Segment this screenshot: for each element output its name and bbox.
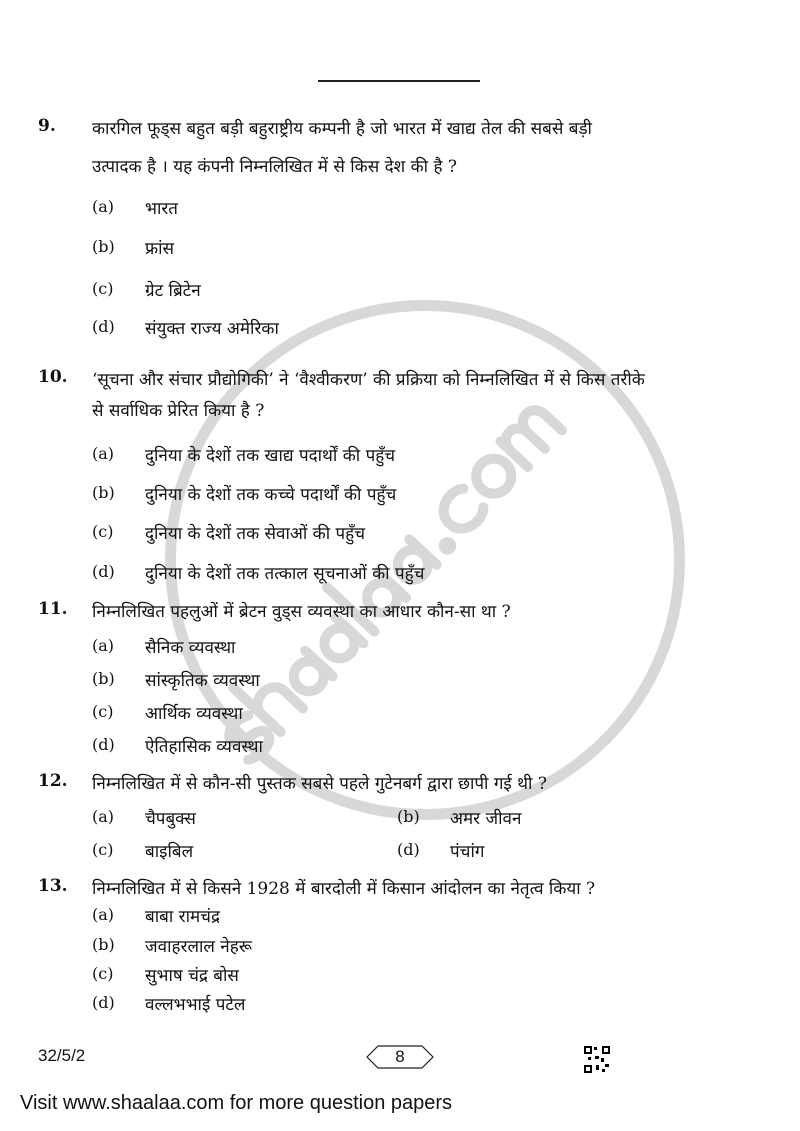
- question-text: उत्पादक है । यह कंपनी निम्नलिखित में से किस देश की है ?: [92, 157, 458, 177]
- option-text: आर्थिक व्यवस्था: [145, 704, 243, 724]
- option-text: सुभाष चंद्र बोस: [145, 966, 239, 986]
- option-text: संयुक्त राज्य अमेरिका: [145, 319, 279, 339]
- option-text: चैपबुक्स: [145, 809, 196, 829]
- option-text: सांस्कृतिक व्यवस्था: [145, 671, 260, 691]
- question-text: निम्नलिखित में से किसने 1928 में बारदोली में किसान आंदोलन का नेतृत्व किया ?: [92, 879, 596, 899]
- option-text: ग्रेट ब्रिटेन: [145, 281, 201, 301]
- option-label: (d): [92, 993, 115, 1012]
- option-label: (c): [92, 964, 114, 983]
- question-number: 9.: [38, 116, 56, 136]
- option-text: भारत: [145, 199, 178, 219]
- option-label: (b): [92, 669, 115, 688]
- option-label: (b): [92, 935, 115, 954]
- qr-code-icon: [584, 1046, 610, 1073]
- question-number: 11.: [38, 599, 68, 619]
- option-label: (c): [92, 702, 114, 721]
- option-label: (a): [92, 636, 115, 655]
- option-label: (d): [92, 317, 115, 336]
- option-label: (c): [92, 840, 114, 859]
- question-text: ‘सूचना और संचार प्रौद्योगिकी’ ने ‘वैश्वीकरण’ की प्रक्रिया को निम्नलिखित में से किस तरीके: [92, 370, 645, 390]
- paper-code: 32/5/2: [38, 1046, 86, 1065]
- page-number-badge: [366, 1045, 434, 1069]
- option-label: (d): [397, 840, 420, 859]
- option-label: (a): [92, 444, 115, 463]
- question-text: निम्नलिखित पहलुओं में ब्रेटन वुड्स व्यवस्था का आधार कौन-सा था ?: [92, 602, 511, 622]
- question-text: कारगिल फूड्स बहुत बड़ी बहुराष्ट्रीय कम्पनी है जो भारत में खाद्य तेल की सबसे बड़ी: [92, 119, 592, 139]
- option-text: अमर जीवन: [450, 809, 522, 829]
- option-text: बाइबिल: [145, 842, 194, 862]
- option-text: दुनिया के देशों तक तत्काल सूचनाओं की पहुँच: [145, 564, 425, 584]
- option-text: वल्लभभाई पटेल: [145, 995, 246, 1015]
- question-text: निम्नलिखित में से कौन-सी पुस्तक सबसे पहले गुटेनबर्ग द्वारा छापी गई थी ?: [92, 774, 547, 794]
- option-label: (a): [92, 197, 115, 216]
- option-text: दुनिया के देशों तक कच्चे पदार्थों की पहुँच: [145, 485, 397, 505]
- option-label: (c): [92, 279, 114, 298]
- option-text: ऐतिहासिक व्यवस्था: [145, 737, 263, 757]
- option-text: दुनिया के देशों तक खाद्य पदार्थों की पहुँच: [145, 446, 396, 466]
- option-text: जवाहरलाल नेहरू: [145, 937, 252, 957]
- option-label: (a): [92, 905, 115, 924]
- option-label: (b): [92, 237, 115, 256]
- question-number: 12.: [38, 771, 68, 791]
- option-label: (d): [92, 735, 115, 754]
- option-label: (b): [397, 807, 420, 826]
- question-number: 10.: [38, 367, 68, 387]
- option-text: फ्रांस: [145, 239, 175, 259]
- option-label: (c): [92, 522, 114, 541]
- question-number: 13.: [38, 876, 68, 896]
- option-text: पंचांग: [450, 842, 485, 862]
- option-text: दुनिया के देशों तक सेवाओं की पहुँच: [145, 524, 366, 544]
- question-text: से सर्वाधिक प्रेरित किया है ?: [92, 401, 265, 421]
- option-label: (d): [92, 562, 115, 581]
- option-label: (a): [92, 807, 115, 826]
- option-text: सैनिक व्यवस्था: [145, 638, 236, 658]
- visit-link[interactable]: Visit www.shaalaa.com for more question papers: [20, 1092, 453, 1114]
- page-number: 8: [395, 1047, 405, 1066]
- option-label: (b): [92, 483, 115, 502]
- option-text: बाबा रामचंद्र: [145, 907, 220, 927]
